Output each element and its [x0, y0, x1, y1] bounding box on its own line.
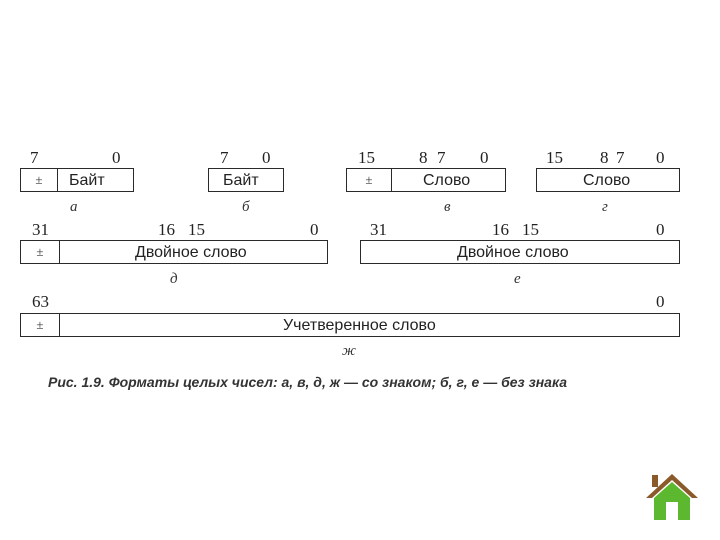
field-label-g: Слово — [583, 172, 631, 189]
sign-bit-zh: ± — [21, 314, 60, 336]
format-b-box — [208, 168, 284, 192]
home-icon — [644, 472, 700, 522]
bit-label-b-lo: 0 — [262, 148, 271, 167]
figure-caption: Рис. 1.9. Форматы целых чисел: а, в, д, ж — со знаком; б, г, е — без знака — [48, 374, 568, 390]
bit-label-v-midlo: 7 — [437, 148, 446, 167]
bit-label-e-lo: 0 — [656, 220, 665, 239]
field-label-b: Байт — [223, 172, 259, 189]
bit-label-zh-lo: 0 — [656, 292, 665, 311]
bit-label-b-hi: 7 — [220, 148, 229, 167]
bit-label-g-midhi: 8 — [600, 148, 609, 167]
format-g-box — [536, 168, 680, 192]
bit-label-d-hi: 31 — [32, 220, 49, 239]
field-label-d: Двойное слово — [135, 244, 247, 261]
field-label-e: Двойное слово — [457, 244, 569, 261]
bit-label-v-lo: 0 — [480, 148, 489, 167]
bit-label-d-midlo: 15 — [188, 220, 205, 239]
format-a-box — [20, 168, 134, 192]
bit-label-a-lo: 0 — [112, 148, 121, 167]
bit-label-a-hi: 7 — [30, 148, 39, 167]
sign-bit-d: ± — [21, 241, 60, 263]
format-tag-g: г — [602, 199, 608, 215]
format-tag-e: е — [514, 271, 521, 287]
format-e-box — [360, 240, 680, 264]
format-tag-d: д — [170, 271, 178, 287]
bit-label-e-hi: 31 — [370, 220, 387, 239]
sign-bit-v: ± — [347, 169, 392, 191]
bit-label-v-hi: 15 — [358, 148, 375, 167]
bit-label-e-midhi: 16 — [492, 220, 509, 239]
bit-label-g-lo: 0 — [656, 148, 665, 167]
format-tag-zh: ж — [342, 343, 356, 359]
format-v-box — [346, 168, 506, 192]
bit-label-d-lo: 0 — [310, 220, 319, 239]
bit-label-g-hi: 15 — [546, 148, 563, 167]
format-tag-a: а — [70, 199, 78, 215]
format-tag-b: б — [242, 199, 250, 215]
format-d-box — [20, 240, 328, 264]
home-button[interactable] — [644, 472, 700, 522]
field-label-zh: Учетверенное слово — [283, 317, 436, 334]
field-label-v: Слово — [423, 172, 471, 189]
field-label-a: Байт — [69, 172, 105, 189]
bit-label-d-midhi: 16 — [158, 220, 175, 239]
bit-label-g-midlo: 7 — [616, 148, 625, 167]
format-tag-v: в — [444, 199, 451, 215]
sign-bit-a: ± — [21, 169, 58, 191]
bit-label-zh-hi: 63 — [32, 292, 49, 311]
format-zh-box — [20, 313, 680, 337]
bit-label-v-midhi: 8 — [419, 148, 428, 167]
bit-label-e-midlo: 15 — [522, 220, 539, 239]
